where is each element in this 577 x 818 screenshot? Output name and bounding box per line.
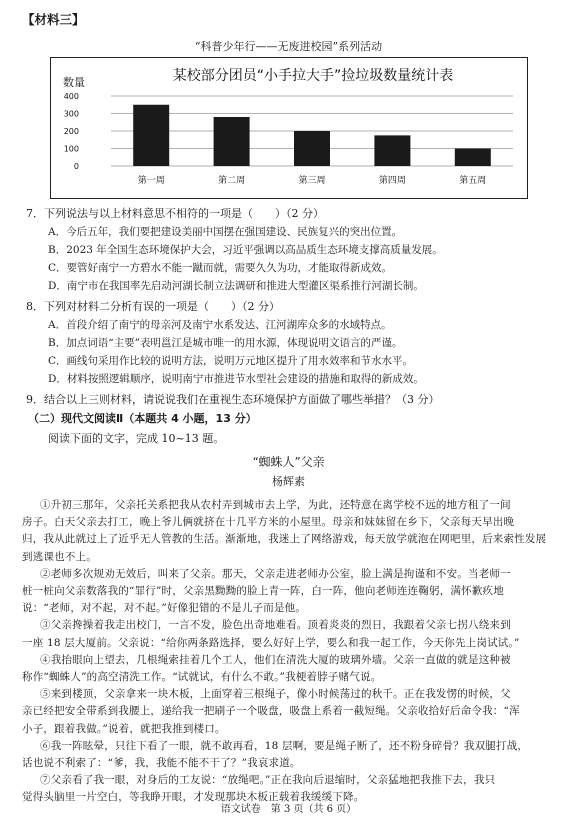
paragraph-line: 小子，跟着我做。”说着，就把我推到楼口。	[22, 722, 226, 735]
paragraph-line: ④我抬眼向上望去，几根绳索挂着几个工人，他们在清洗大厦的玻璃外墙。父亲一直做的就是这种被	[40, 653, 511, 666]
q7-option: B．2023 年全国生态环境保护大会，习近平强调以高品质生态环境支撑高质量发展。	[48, 244, 443, 256]
question-7: 7．下列说法与以上材料意思不相符的一项是（ ）（2 分）	[26, 207, 324, 220]
x-tick-label: 第五周	[459, 176, 487, 186]
paragraph-line: ⑦父亲看了我一眼，对身后的工友说：“放绳吧。”正在我向后退缩时，父亲猛地把我推下去，我只	[40, 774, 496, 787]
page-footer: 语文试卷 第 3 页（共 6 页）	[220, 804, 357, 815]
bar-5	[455, 149, 491, 167]
paragraph-line: 话也说不利索了：“爹，我，我能不能不干了？”我哀求道。	[22, 757, 301, 769]
paragraph-line: 称作“蜘蛛人”的高空清洗工作。“试就试，有什么不敢。”我梗着脖子赌气说。	[22, 671, 382, 683]
q8-option: C．画线句采用作比较的说明方法，说明万元地区提升了用水效率和节水水平。	[48, 355, 414, 367]
y-tick-label: 300	[63, 109, 79, 119]
author-name: 杨辉素	[272, 475, 305, 488]
paragraph-line: ①升初三那年，父亲托关系把我从农村弄到城市去上学，为此，还特意在离学校不远的地方租了一间	[40, 499, 511, 511]
paragraph-line: 归，我从此就过上了近乎无人管教的生活。渐渐地，我迷上了网络游戏，每天放学就泡在网吧里，后来索性发展	[22, 533, 547, 546]
paragraph-line: 桩一桩向父亲数落我的“罪行”时，父亲黑黝黝的脸上青一阵，白一阵，他向老师连连鞠躬，满怀歉疚地	[22, 585, 504, 597]
q8-option: B．加点词语“主要”表明邕江是城市唯一的用水源，体现说明文语言的严谨。	[48, 337, 403, 349]
paragraph-line: 房子。白天父亲去打工，晚上爷儿俩就挤在十几平方米的小屋里。母亲和妹妹留在乡下，父亲每天早出晚	[22, 516, 515, 529]
x-tick-label: 第一周	[137, 176, 165, 186]
story-title: “蜘蛛人”父亲	[252, 455, 325, 469]
x-tick-label: 第三周	[298, 176, 326, 186]
bar-4	[374, 135, 410, 166]
y-axis-label: 数量	[63, 76, 85, 89]
y-tick-label: 100	[63, 144, 79, 154]
paragraph-line: 觉得头脑里一片空白，等我睁开眼，才发现那块木板正载着我缓缓下降。	[22, 791, 365, 804]
reading-instruction: 阅读下面的文字，完成 10~13 题。	[48, 432, 225, 445]
paragraph-line: 亲已经把安全带系到我腰上，递给我一把刷子一个吸盘，吸盘上系着一截短绳。父亲收拾好后命令我：“浑	[22, 705, 520, 718]
paragraph-line: ②老师多次规劝无效后，叫来了父亲。那天，父亲走进老师办公室，脸上满是拘谨和不安。当老师一	[40, 567, 511, 580]
paragraph-line: 一座 18 层大厦前。父亲说：“给你两条路选择，要么好好上学，要么和我一起工作，今天你先上岗试试。”	[22, 636, 520, 649]
y-tick-label: 400	[63, 92, 79, 101]
x-tick-label: 第四周	[378, 176, 406, 186]
q8-option: D．材料按照逻辑顺序，说明南宁市推进节水型社会建设的措施和取得的新成效。	[48, 373, 424, 385]
chart-title: 某校部分团员“小手拉大手”捡垃圾数量统计表	[172, 68, 454, 84]
q7-option: A．今后五年，我们要把建设美丽中国摆在强国建设、民族复兴的突出位置。	[48, 226, 403, 238]
section-label: 【材料三】	[22, 12, 85, 27]
bar-chart	[50, 57, 528, 199]
paragraph-line: ⑤来到楼顶，父亲拿来一块木板，上面穿着三根绳子，像小时候荡过的秋千。正在我发愣的时候，父	[40, 688, 511, 701]
paragraph-line: ③父亲搀操着我走出校门，一言不发，脸色出奇地难看。顶着炎炎的烈日，我跟着父亲七拐八绕来到	[40, 619, 511, 632]
y-tick-label: 0	[73, 162, 79, 171]
q8-option: A．首段介绍了南宁的母亲河及南宁水系发达、江河湖库众多的水域特点。	[48, 319, 392, 331]
paragraph-line: 说：“老师，对不起，对不起。”好像犯错的不是儿子而是他。	[22, 602, 307, 615]
question-9: 9．结合以上三则材料，请说说我们在重视生态环境保护方面做了哪些举措？（3 分）	[26, 393, 440, 406]
paragraph-line: ⑥我一阵眩晕，只往下看了一眼，就不敢再看，18 层啊，要是绳子断了，还不粉身碎骨？我双腿打战，	[40, 739, 529, 752]
bar-3	[294, 131, 330, 166]
activity-title: “科普少年行——无废进校园”系列活动	[194, 40, 383, 53]
q7-option: C．要管好南宁一方碧水不能一蹴而就，需要久久为功，才能取得新成效。	[48, 262, 393, 274]
chart-svg	[51, 58, 527, 198]
q7-option: D．南宁市在我国率先启动河湖长制立法调研和推进大型灌区渠系推行河湖长制。	[48, 280, 424, 292]
x-tick-label: 第二周	[218, 176, 246, 186]
bar-1	[133, 105, 169, 166]
question-8: 8．下列对材料二分析有误的一项是（ ）（2 分）	[26, 300, 280, 313]
bar-2	[214, 117, 250, 166]
paragraph-line: 到逃课也不上。	[22, 550, 97, 563]
section-heading: （二）现代文阅读Ⅱ（本题共 4 小题，13 分）	[28, 412, 257, 425]
y-tick-label: 200	[63, 127, 79, 136]
